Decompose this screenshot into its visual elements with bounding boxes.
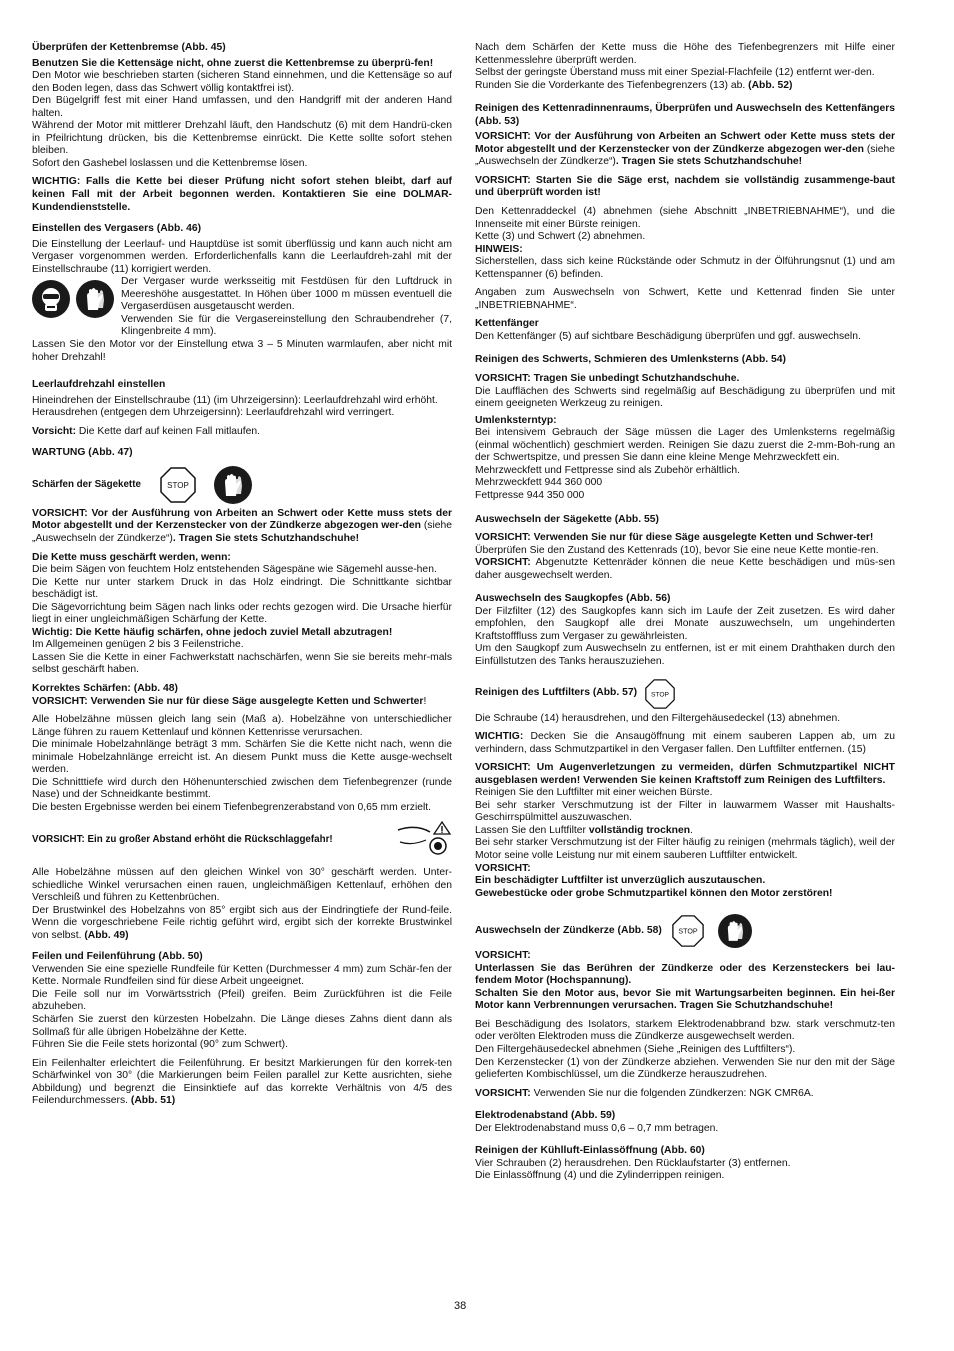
caution-label: VORSICHT: [475, 1087, 531, 1099]
paragraph: Selbst der geringste Überstand muss mit einer Spezial-Flachfeile (12) entfernt wer-den. [475, 67, 875, 79]
paragraph: Der Filzfilter (12) des Saugkopfes kann sich im Laufe der Zeit zusetzen. Es wird daher empfohlen, den Saugkopf alle drei Monate auszuwechseln, um ungehinderten Kraftstofffluss zum Vergaser zu gewährleisten. [475, 605, 895, 642]
caution-line [475, 557, 895, 582]
paragraph: Reinigen Sie den Luftfilter mit einer weichen Bürste. [475, 787, 713, 799]
warning-text: VORSICHT: [475, 950, 531, 962]
paragraph: Die Einlassöffnung (4) und die Zylinderrippen reinigen. [475, 1170, 725, 1182]
paragraph: Vier Schrauben (2) herausdrehen. Den Rücklaufstarter (3) entfernen. [475, 1157, 791, 1169]
paragraph: Alle Hobelzähne müssen gleich lang sein (Maß a). Hobelzähne von unterschiedlicher Länge führen zu rauem Kettenlauf und können Kettenrisse verursachen. [32, 714, 452, 738]
caution-block [475, 131, 895, 169]
paragraph [32, 905, 452, 943]
subsection-title: Schärfen der Sägekette [32, 478, 141, 490]
caution-text: VORSICHT: Vor der Ausführung von Arbeiten an Schwert oder Kette muss stets der Motor abgestellt und der Kerzenstecker von der Zündkerze abgezogen wer-den [475, 131, 895, 155]
paragraph: Alle Hobelzähne müssen auf den gleichen Winkel von 30° geschärft werden. Unter-schiedliche Winkel verursachen einen rauen, ungleichmäßigen Kettenlauf, erhöhen den Verschleiß und führen zu Kettenbrüchen. [32, 866, 452, 904]
paragraph: Den Filtergehäusedeckel abnehmen (Siehe „Reinigen des Luftfilters“). [475, 1044, 796, 1055]
paragraph: Führen Sie die Feile stets horizontal (90° zum Schwert). [32, 1039, 288, 1051]
caution-line [32, 426, 452, 439]
caution-ref: (siehe „Auswechseln der Zündkerze“) [32, 520, 453, 544]
section-title: Reinigen der Kühlluft-Einlassöffnung (Abb. 60) [475, 1145, 705, 1157]
paragraph: Angaben zum Auswechseln von Schwert, Kette und Kettenrad finden Sie unter „INBETRIEBNAHME“. [475, 287, 895, 311]
paragraph: Fettpresse 944 350 000 [475, 489, 585, 501]
caution-ref: (siehe „Auswechseln der Zündkerze“) [475, 143, 896, 168]
carburetor-text [121, 276, 452, 339]
paragraph: Bei sehr starker Verschmutzung ist der Filter häufig zu reinigen (mehrmals täglich), weil der Motor seine volle Leistung nur mit einem sauberen Luftfilter entwickelt. [475, 837, 895, 861]
paragraph: Verwenden Sie eine spezielle Rundfeile für Ketten (Durchmesser 4 mm) zum Schär-fen der Kette. Normale Rundfeilen sind für diese Arbeit ungeeignet. [32, 963, 452, 988]
paragraph: Verwenden Sie für die Vergasereinstellung den Schraubendreher (7, Klingenbreite 4 mm). [121, 313, 452, 338]
warning-text: VORSICHT: Ein zu großer Abstand erhöht die Rückschlaggefahr! [32, 834, 333, 846]
section-title: Reinigen des Kettenradinnenraums, Überprüfen und Auswechseln des Kettenfängers (Abb. 53) [475, 103, 895, 127]
warning-text: VORSICHT: [475, 862, 531, 874]
warning-text: WICHTIG: Falls die Kette bei dieser Prüfung nicht sofort stehen bleibt, darf auf keinen Fall mit der Arbeit begonnen werden. Kontaktieren Sie eine DOLMAR-Kundendienststelle. [32, 176, 452, 213]
paragraph: Die Einstellung der Leerlauf- und Hauptdüse ist somit überflüssig und kann auch nicht am Vergaser vorgenommen werden. Erforderlichenfalls kann die Leerlaufdreh-zahl mit der Einstellschraube (11) korrigiert werden. [32, 238, 452, 275]
air-filter-header [475, 679, 895, 709]
paragraph: Die beim Sägen von feuchtem Holz entstehenden Sägespäne wie Sägemehl ausse-hen. [32, 564, 437, 576]
gloves-icon [76, 280, 114, 318]
paragraph: Schärfen Sie zuerst den kürzesten Hobelzahn. Die Länge dieses Zahns dient dann als Sollmaß für alle übrigen Hobelzähne der Kette. [32, 1014, 452, 1038]
paragraph: Die Laufflächen des Schwerts sind regelmäßig auf Beschädigung zu überprüfen und mit einem geeigneten Werkzeug zu reinigen. [475, 385, 895, 410]
figure-ref: (Abb. 49) [81, 929, 129, 941]
caution-line [32, 696, 452, 709]
stop-sign-icon [645, 679, 675, 709]
paragraph: Der Vergaser wurde werksseitig mit Festdüsen für den Luftdruck in Meereshöhe ausgestattet. In Höhen über 1000 m müssen eventuell die Vergaserdüsen ausgetauscht werden. [121, 276, 452, 313]
paragraph: Während der Motor mit mittlerer Drehzahl läuft, den Handschutz (6) mit dem Handrü-cken in Pfeilrichtung drücken, bis die Kettenbremse einrückt. Die Kette sollte sofort stehen bleiben. [32, 120, 452, 157]
warning-text: VORSICHT: Starten Sie die Säge erst, nachdem sie vollständig zusammenge-baut und überprüft worden ist! [475, 174, 895, 199]
caution-text: VORSICHT: Vor der Ausführung von Arbeiten an Schwert oder Kette muss stets der Motor abgestellt und der Kerzenstecker von der Zündkerze abgezogen wer-den [32, 507, 452, 532]
figure-ref: (Abb. 51) [128, 1095, 176, 1107]
face-protection-icon [32, 280, 70, 318]
section-title: Korrektes Schärfen: (Abb. 48) [32, 682, 178, 694]
paragraph-text: Ein Feilenhalter erleichtert die Feilenführung. Er besitzt Markierungen für den korrek-ten Schärfwinkel von 30° (die Markierungen beim Feilen parallel zur Kette ausrichten, siehe Abbildung) und begrenzt die Einsinktiefe auf das korrekte Verhältnis von 4/5 des Feilendurchmessers. [32, 1057, 452, 1107]
icon-text-row [32, 276, 452, 339]
section-title: Auswechseln der Sägekette (Abb. 55) [475, 513, 659, 525]
paragraph: Hineindrehen der Einstellschraube (11) (im Uhrzeigersinn): Leerlaufdrehzahl wird erhöht. [32, 394, 438, 406]
section-title: Die Kette muss geschärft werden, wenn: [32, 551, 231, 563]
warning-text: Gewebestücke oder grobe Schmutzpartikel können den Motor zerstören! [475, 887, 833, 899]
section-title: Leerlaufdrehzahl einstellen [32, 379, 166, 391]
stop-sign-icon [160, 467, 196, 503]
paragraph: Bei sehr starker Verschmutzung ist der Filter in lauwarmem Wasser mit Haushalts-Geschirrspülmittel auszuwaschen. [475, 799, 895, 824]
paragraph [475, 825, 895, 838]
caution-label: VORSICHT: [475, 557, 531, 569]
paragraph: Die minimale Hobelzahnlänge beträgt 3 mm. Schärfen Sie die Kette nicht nach, wenn die minimale Hobelzahnlänge erreicht ist. An diesem Punkt muss die Kette ausge-wechselt werden. [32, 739, 452, 776]
warning-text: VORSICHT: Tragen Sie unbedingt Schutzhandschuhe. [475, 373, 740, 385]
paragraph: Bei intensivem Gebrauch der Säge müssen die Lager des Umlenksterns regelmäßig (einmal wöchentlich) geschmiert werden. Reinigen Sie dazu zuerst die 2-mm-Boh-rung an der Schwertspitze, und pressen Sie dann eine kleine Menge Mehrzweckfett ein. [475, 427, 895, 464]
paragraph-text: . [690, 824, 693, 836]
note-label: HINWEIS: [475, 243, 523, 255]
warning-text: Benutzen Sie die Kettensäge nicht, ohne zuerst die Kettenbremse zu überprü-fen! [32, 57, 434, 69]
paragraph: Den Kettenfänger (5) auf sichtbare Beschädigung überprüfen und ggf. auswechseln. [475, 330, 861, 342]
paragraph: Im Allgemeinen genügen 2 bis 3 Feilenstriche. [32, 639, 244, 651]
warning-text: Unterlassen Sie das Berühren der Zündkerze oder des Kerzensteckers bei lau-fendem Motor (Hochspannung). [475, 962, 895, 987]
caution-text: Die Kette darf auf keinen Fall mitlaufen. [76, 425, 261, 437]
paragraph: Die Sägevorrichtung beim Sägen nach links oder rechts gezogen wird. Die Ursache hierfür liegt in einer ungleichmäßigen Schärfung der Kette. [32, 601, 452, 626]
paragraph-text: Runden Sie die Vorderkante des Tiefenbegrenzers (13) ab. [475, 79, 746, 91]
subsection-title: Umlenksterntyp: [475, 414, 557, 426]
section-title: Auswechseln des Saugkopfes (Abb. 56) [475, 593, 671, 605]
paragraph: Überprüfen Sie den Zustand des Kettenrads (10), bevor Sie eine neue Kette montie-ren. [475, 544, 879, 556]
svg-text:STOP: STOP [167, 480, 189, 490]
left-column [32, 42, 452, 1108]
subsection-title: Kettenfänger [475, 318, 539, 330]
paragraph: Sofort den Gashebel loslassen und die Kettenbremse lösen. [32, 157, 308, 169]
paragraph: Bei Beschädigung des Isolators, starkem Elektrodenabbrand bzw. stark verschmutz-ten oder verölten Elektroden muss die Zündkerze ausgewechselt werden. [475, 1018, 895, 1043]
paragraph: Den Kerzenstecker (1) von der Zündkerze abziehen. Verwenden Sie nur den mit der Säge gelieferten Kombischlüssel, um die Zündkerze herauszudrehen. [475, 1056, 895, 1081]
caution-label: WICHTIG: [475, 731, 524, 743]
caution-text: VORSICHT: Verwenden Sie nur für diese Säge ausgelegte Ketten und Schwerter [32, 695, 424, 707]
paragraph: Kette (3) und Schwert (2) abnehmen. [475, 231, 646, 243]
paragraph: Den Bügelgriff fest mit einer Hand umfassen, und den Handgriff mit der anderen Hand halten. [32, 95, 452, 119]
paragraph: Den Motor wie beschrieben starten (sicheren Stand einnehmen, und die Kettensäge so auf den Boden legen, dass das Schwert völlig kontaktfrei ist). [32, 70, 452, 94]
caution-text: . Tragen Sie stets Schutzhandschuhe! [172, 532, 360, 544]
figure-ref: (Abb. 52) [745, 79, 793, 91]
paragraph: Der Elektrodenabstand muss 0,6 – 0,7 mm betragen. [475, 1122, 719, 1134]
caution-text: Verwenden Sie nur die folgenden Zündkerzen: NGK CMR6A. [530, 1087, 814, 1099]
chain-file-icon [396, 820, 452, 861]
paragraph: Herausdrehen (entgegen dem Uhrzeigersinn): Leerlaufdrehzahl wird verringert. [32, 407, 395, 419]
kickback-warning-row [32, 820, 452, 861]
paragraph: Die Schnitttiefe wird durch den Höhenunterschied zwischen dem Tiefenbegrenzer (runde Nase) und der Schneidkante bestimmt. [32, 776, 452, 801]
warning-text: VORSICHT: Verwenden Sie nur für diese Säge ausgelegte Ketten und Schwer-ter! [475, 532, 874, 544]
paragraph: Die besten Ergebnisse werden bei einem Tiefenbegrenzerabstand von 0,65 mm erzielt. [32, 801, 432, 813]
right-column [475, 42, 895, 1183]
paragraph: Mehrzweckfett 944 360 000 [475, 477, 603, 489]
caution-text: Decken Sie die Ansaugöffnung mit einem sauberen Lappen ab, um zu verhindern, dass Schmutzpartikel in den Vergaser fallen. Den Luftfilter entfernen. (15) [475, 731, 895, 755]
caution-text: . Tragen Sie stets Schutzhandschuhe! [615, 156, 803, 168]
paragraph [475, 80, 895, 93]
section-title: Reinigen des Schwerts, Schmieren des Umlenksterns (Abb. 54) [475, 354, 786, 366]
svg-text:STOP: STOP [651, 691, 670, 699]
warning-text: Schalten Sie den Motor aus, bevor Sie mit Wartungsarbeiten beginnen. Ein hei-ßer Motor kann Verbrennungen verursachen. Tragen Sie Schutzhandschuhe! [475, 987, 895, 1012]
warning-text: VORSICHT: Um Augenverletzungen zu vermeiden, dürfen Schmutzpartikel NICHT ausgeblasen werden! Verwenden Sie keinen Kraftstoff zum Reinigen des Luftfilters. [475, 762, 895, 786]
stop-sign-icon [672, 915, 704, 947]
section-title: Überprüfen der Kettenbremse (Abb. 45) [32, 42, 226, 53]
sharpening-header [32, 466, 452, 504]
section-title: Einstellen des Vergasers (Abb. 46) [32, 223, 202, 235]
caution-line [475, 1088, 895, 1101]
spark-plug-header [475, 914, 895, 948]
caution-line [475, 731, 895, 756]
paragraph: Die Feile soll nur im Vorwärtsstrich (Pfeil) greifen. Beim Zurückführen ist die Feile abzuheben. [32, 988, 452, 1013]
gloves-icon [718, 914, 752, 948]
paragraph-text: Lassen Sie den Luftfilter [475, 824, 589, 836]
section-title: Elektrodenabstand (Abb. 59) [475, 1110, 616, 1122]
paragraph: Mehrzweckfett und Fettpresse sind als Zubehör erhältlich. [475, 464, 741, 476]
svg-text:STOP: STOP [678, 927, 698, 936]
gloves-icon [214, 466, 252, 504]
section-title: WARTUNG (Abb. 47) [32, 447, 133, 459]
warning-text: Wichtig: Die Kette häufig schärfen, ohne jedoch zuviel Metall abzutragen! [32, 626, 393, 638]
caution-block [32, 508, 452, 546]
paragraph: Nach dem Schärfen der Kette muss die Höhe des Tiefenbegrenzers mit Hilfe einer Kettenmesslehre überprüft werden. [475, 42, 895, 66]
paragraph: Den Kettenraddeckel (4) abnehmen (siehe Abschnitt „INBETRIEBNAHME“), und die Innenseite mit einer Bürste reinigen. [475, 206, 895, 230]
caution-end: ! [423, 695, 427, 707]
caution-label: Vorsicht: [32, 425, 77, 437]
paragraph: Lassen Sie die Kette in einer Fachwerkstatt nachschärfen, wenn Sie sie bereits mehr-mals selbst geschärft haben. [32, 651, 452, 676]
emphasis: vollständig trocknen [588, 824, 691, 836]
paragraph: Die Schraube (14) herausdrehen, und den Filtergehäusedeckel (13) abnehmen. [475, 712, 841, 724]
paragraph-text: Der Brustwinkel des Hobelzahns von 85° ergibt sich aus der Eindringtiefe der Rund-feile. Wenn die vorgeschriebene Feile richtig geführt wird, ergibt sich der korrekte Brustwinkel von selbst. [32, 904, 452, 941]
paragraph [32, 1058, 452, 1108]
warning-text: Ein beschädigter Luftfilter ist unverzüglich auszutauschen. [475, 875, 766, 887]
paragraph: Sicherstellen, dass sich keine Rückstände oder Schmutz in der Ölführungsnut (1) und am Kettenspanner (6) befinden. [475, 256, 895, 280]
section-title: Feilen und Feilenführung (Abb. 50) [32, 951, 203, 963]
section-title: Reinigen des Luftfilters (Abb. 57) [475, 687, 638, 699]
ppe-icons [32, 280, 114, 318]
page-number: 38 [454, 1300, 467, 1312]
paragraph: Um den Saugkopf zum Auswechseln zu entfernen, ist er mit einem Drahthaken durch den Einfüllstutzen des Tanks herauszuziehen. [475, 643, 895, 667]
paragraph: Die Kette nur unter starkem Druck in das Holz eindringt. Die Schnittkante sichtbar beschädigt ist. [32, 576, 452, 601]
section-title: Auswechseln der Zündkerze (Abb. 58) [475, 924, 662, 936]
paragraph: Lassen Sie den Motor vor der Einstellung etwa 3 – 5 Minuten warmlaufen, aber nicht mit hoher Drehzahl! [32, 339, 452, 363]
caution-text: Abgenutzte Kettenräder können die neue Kette beschädigen und müs-sen daher ausgewechselt werden. [475, 557, 895, 581]
